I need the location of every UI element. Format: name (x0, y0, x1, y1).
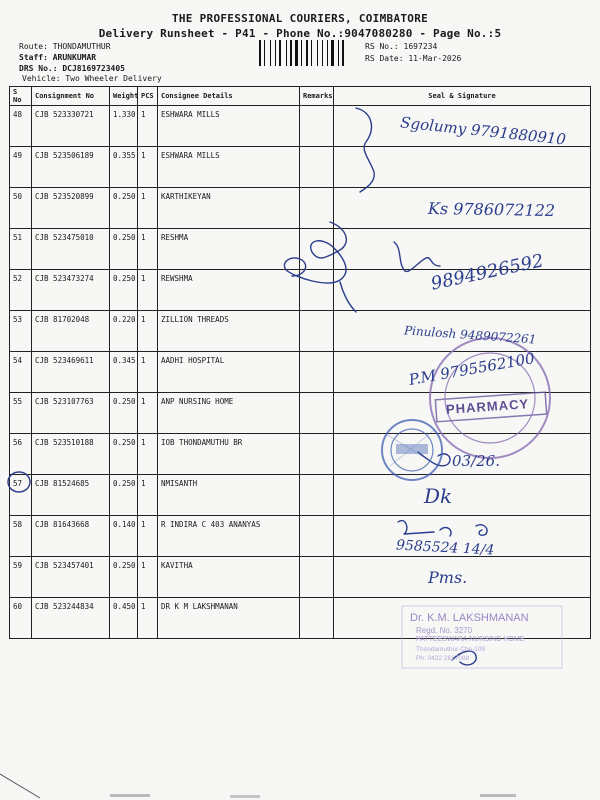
cell-remarks (300, 311, 334, 352)
cell-pcs: 1 (138, 475, 158, 516)
cell-consignee: KAVITHA (158, 557, 300, 598)
cell-sno: 53 (10, 311, 32, 352)
cell-remarks (300, 516, 334, 557)
cell-consignee: IOB THONDAMUTHU BR (158, 434, 300, 475)
doctor-stamp-reg: Regd. No. 3270 (416, 626, 473, 635)
handwritten-sign-row-49: Sgolumy 9791880910 (399, 113, 567, 149)
cell-consignment: CJB 523457401 (32, 557, 110, 598)
cell-consignee: KARTHIKEYAN (158, 188, 300, 229)
cell-weight: 0.250 (110, 188, 138, 229)
rs-no-value: 1697234 (403, 42, 438, 51)
barcode-bar (338, 40, 339, 66)
cell-consignee: ESHWARA MILLS (158, 106, 300, 147)
barcode-bar (279, 40, 281, 66)
rs-date-line (365, 53, 461, 64)
cell-seal (334, 475, 591, 516)
cell-sno: 48 (10, 106, 32, 147)
barcode-bar (327, 40, 328, 66)
cell-remarks (300, 434, 334, 475)
vehicle-label: Vehicle: (22, 74, 61, 83)
cell-consignee: ZILLION THREADS (158, 311, 300, 352)
cell-sno: 49 (10, 147, 32, 188)
handwritten-date-row-56: 03/26. (452, 452, 500, 470)
cell-consignment: CJB 523510188 (32, 434, 110, 475)
cell-remarks (300, 352, 334, 393)
col-seal-header: Seal & Signature (334, 87, 591, 106)
cell-sno: 51 (10, 229, 32, 270)
col-consignee-header: Consignee Details (158, 87, 300, 106)
cell-seal (334, 147, 591, 188)
cell-sno: 52 (10, 270, 32, 311)
cell-consignment: CJB 523506189 (32, 147, 110, 188)
cell-pcs: 1 (138, 147, 158, 188)
staff-value: ARUNKUMAR (52, 53, 97, 62)
cell-pcs: 1 (138, 229, 158, 270)
cell-seal (334, 229, 591, 270)
cell-consignee: REWSHMA (158, 270, 300, 311)
barcode-bar (306, 40, 308, 66)
cell-pcs: 1 (138, 352, 158, 393)
handwritten-sign-row-50: Ks 9786072122 (427, 198, 556, 221)
col-weight-header: Weight (110, 87, 138, 106)
table-row (10, 475, 591, 516)
cell-sno: 50 (10, 188, 32, 229)
cell-remarks (300, 557, 334, 598)
table-header-row (10, 87, 591, 106)
cell-weight: 0.220 (110, 311, 138, 352)
cell-consignment: CJB 523475010 (32, 229, 110, 270)
handwritten-phone-row-52: 9894926592 (429, 250, 546, 295)
handwritten-sign-row-53: Pinulosh 9489072261 (403, 323, 537, 347)
route-label: Route: (19, 42, 48, 51)
cell-pcs: 1 (138, 516, 158, 557)
rs-date-value: 11-Mar-2026 (408, 54, 462, 63)
cell-consignment: CJB 523469611 (32, 352, 110, 393)
cell-weight: 0.250 (110, 434, 138, 475)
cell-sno: 55 (10, 393, 32, 434)
barcode-bar (270, 40, 271, 66)
cell-consignee: ESHWARA MILLS (158, 147, 300, 188)
barcode-bar (301, 40, 302, 66)
cell-sno: 58 (10, 516, 32, 557)
cell-remarks (300, 270, 334, 311)
cell-pcs: 1 (138, 598, 158, 639)
cell-pcs: 1 (138, 106, 158, 147)
cell-consignee: RESHMA (158, 229, 300, 270)
route-line (19, 41, 111, 52)
company-title: THE PROFESSIONAL COURIERS, COIMBATORE (171, 12, 429, 25)
cell-remarks (300, 106, 334, 147)
cell-weight: 0.250 (110, 557, 138, 598)
cell-consignment: CJB 523520899 (32, 188, 110, 229)
col-pcs-header: PCS (138, 87, 158, 106)
cell-remarks (300, 147, 334, 188)
table-row (10, 516, 591, 557)
barcode-bar (290, 40, 292, 66)
cell-pcs: 1 (138, 270, 158, 311)
cell-consignment: CJB 523473274 (32, 270, 110, 311)
cell-consignee: AADHI HOSPITAL (158, 352, 300, 393)
handwritten-phone-row-58: 9585524 14/4 (395, 537, 495, 559)
doctor-stamp-hospital: PATTEESWARA NURSING HOME (416, 636, 525, 643)
barcode-bar (259, 40, 261, 66)
cell-weight: 0.140 (110, 516, 138, 557)
handwritten-sign-row-59: Pms. (428, 568, 468, 587)
table-row (10, 147, 591, 188)
cell-consignee: DR K M LAKSHMANAN (158, 598, 300, 639)
barcode-bar (342, 40, 344, 66)
cell-pcs: 1 (138, 557, 158, 598)
doctor-stamp-name: Dr. K.M. LAKSHMANAN (410, 612, 529, 624)
table-row (10, 557, 591, 598)
col-remarks-header: Remarks (300, 87, 334, 106)
cell-remarks (300, 188, 334, 229)
table-row (10, 434, 591, 475)
cell-pcs: 1 (138, 188, 158, 229)
doctor-stamp-address: Thondamuthur Cbe-109 (416, 646, 486, 653)
cell-sno: 57 (10, 475, 32, 516)
cell-remarks (300, 229, 334, 270)
barcode-bar (264, 40, 265, 66)
cell-sno: 59 (10, 557, 32, 598)
handwritten-sign-row-57: Dk (424, 484, 453, 508)
cell-weight: 0.450 (110, 598, 138, 639)
runsheet-subtitle: Delivery Runsheet - P41 - Phone No.:9047080280 - Page No.:5 (98, 27, 502, 40)
cell-sno: 54 (10, 352, 32, 393)
cell-weight: 0.250 (110, 270, 138, 311)
col-sno-header: S No (10, 87, 32, 106)
cell-consignee: R INDIRA C 403 ANANYAS (158, 516, 300, 557)
cell-consignee: NMISANTH (158, 475, 300, 516)
cell-weight: 0.250 (110, 475, 138, 516)
scan-artifact-bottom (0, 772, 600, 800)
drs-label: DRS No.: (19, 64, 58, 73)
cell-pcs: 1 (138, 393, 158, 434)
cell-sno: 60 (10, 598, 32, 639)
barcode-bar (311, 40, 312, 66)
cell-consignment: CJB 81702048 (32, 311, 110, 352)
vehicle-line (22, 73, 162, 84)
cell-remarks (300, 598, 334, 639)
barcode-bar (275, 40, 276, 66)
cell-weight: 0.250 (110, 229, 138, 270)
cell-pcs: 1 (138, 434, 158, 475)
pharmacy-stamp-label: PHARMACY (445, 396, 530, 417)
cell-consignment: CJB 81524685 (32, 475, 110, 516)
staff-line (19, 52, 96, 63)
rs-no-label: RS No.: (365, 42, 399, 51)
cell-consignment: CJB 523107763 (32, 393, 110, 434)
doctor-stamp-phone: Ph: 0422 2617088 (416, 655, 470, 662)
cell-weight: 0.250 (110, 393, 138, 434)
barcode-bar (317, 40, 318, 66)
staff-label: Staff: (19, 53, 48, 62)
barcode-bar (286, 40, 287, 66)
vehicle-value: Two Wheeler Delivery (65, 74, 162, 83)
cell-remarks (300, 393, 334, 434)
cell-consignment: CJB 523244834 (32, 598, 110, 639)
barcode-bar (331, 40, 334, 66)
rs-no-line (365, 41, 437, 52)
barcode-bar (295, 40, 298, 66)
rs-date-label: RS Date: (365, 54, 404, 63)
cell-consignee: ANP NURSING HOME (158, 393, 300, 434)
cell-sno: 56 (10, 434, 32, 475)
cell-pcs: 1 (138, 311, 158, 352)
cell-weight: 0.345 (110, 352, 138, 393)
route-value: THONDAMUTHUR (52, 42, 111, 51)
cell-remarks (300, 475, 334, 516)
col-consignment-header: Consignment No (32, 87, 110, 106)
cell-weight: 0.355 (110, 147, 138, 188)
cell-consignment: CJB 81643668 (32, 516, 110, 557)
cell-consignment: CJB 523330721 (32, 106, 110, 147)
barcode (258, 40, 358, 66)
drs-value: DCJ8169723405 (62, 64, 125, 73)
handwritten-sign-row-54: P.M 9795562100 (407, 349, 536, 389)
cell-weight: 1.330 (110, 106, 138, 147)
barcode-bar (322, 40, 323, 66)
